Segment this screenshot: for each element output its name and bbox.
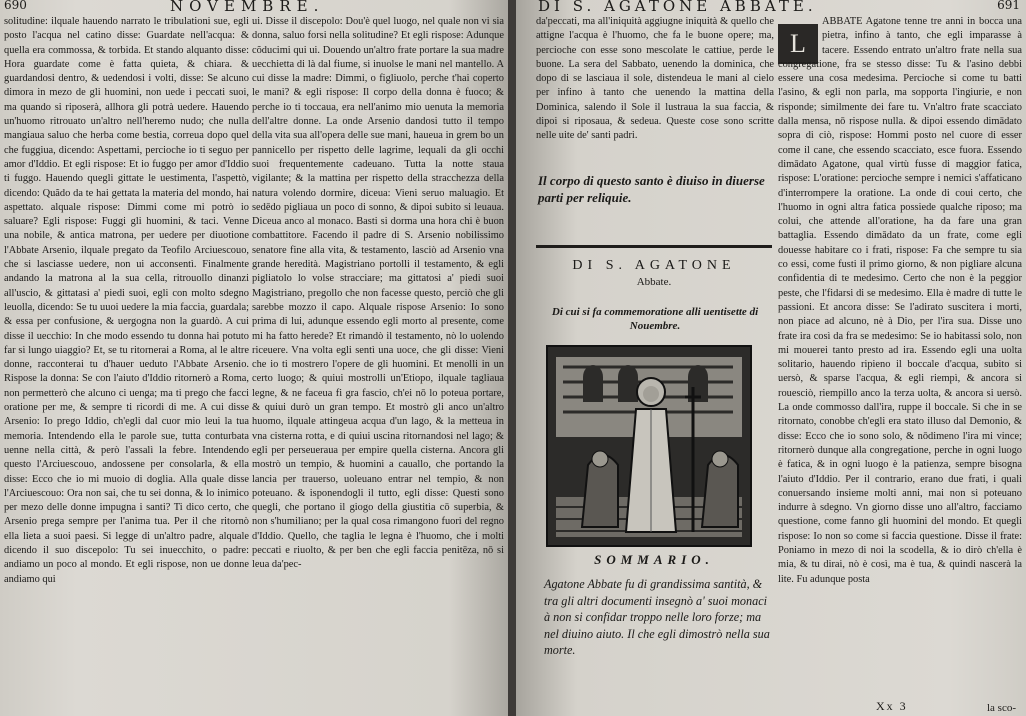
drop-cap-space <box>778 15 822 57</box>
right-column-2 <box>778 15 1022 587</box>
saint-subtitle: Abbate. <box>636 276 672 288</box>
right-column-1-text: da'peccati, ma all'iniquità aggiugne iniquità & quello che attigne l'acqua è l'huomo, che fa le buone opere; ma, percioche con esse sono mescolate le cattiue, perde le buone. La sera del Sabbato, uenendo la dominica, che dopo di se lasciaua il sole, distendeua le mani al cielo per infino à tanto che uenendo la mattina della Dominica, salendo il Sole il lustraua la sua faccia, & dipoi si riposaua, & sedeua. Queste cose sono scritte nelle uite de' santi padri. <box>536 16 774 142</box>
right-page-number: 691 <box>997 0 1020 12</box>
right-column-2-body: ABBATE Agatone tenne tre anni in bocca una pietra, infino à tanto, che egli imparasse à tacere. Essendo entrato un'altro frate nella sua congregatione, fra se stesso disse: Tu & l'asino debbi essere una cosa medesima. Percioche si come tu batti l'asino, & egli non parla, ma sopporta l'ingiurie, e non risponde; similmente dei fare tu. Vn'altro frate scacciato dalla mensa, nō rispose nulla. & dipoi essendo dimādato sopra di ciò, rispose: Hommi posto nel cuore di esser come il cane, che essendo scacciato, esce fuora. Essendo dimādato Agatone, qual virtù fusse di maggior fatica, rispose: L'oratione: percioche sempre i nemici s'affaticano d'interrompere la oratione. La onde di coui certo, che l'huomo in ogni altra fatica possiede qualche riposo; ma colui, che attende all'oratione, ha da fare una gran battaglia. Essendo dimādato da un frate, come egli douesse habitare co i frati, rispose: Fa che sempre tu sia co essi, come fusti il primo giorno, & non pigliare alcuna confidentia di te medesimo. Certo che non è la peggior peste, che l'fidarsi di se medesimo. Ella è madre di tutte le passioni. Et ancora disse: Se l'adirato suscitera i morti, non piace ad alcuno, nè à Dio, per l'ira sua. Disse uno frate ira così da fra se medesimo: Se io habitassi solo, non mi mouerei tanto presto ad ira. Essendo egli una uolta solitario, hauendo ripieno il boccale d'acqua, subito si uersò, & sparse l'acqua, & egli riempì, & ancora si rouesciò, riempillo anco la terza uolta, & ancora si uersò. La onde commosso dall'ira, ruppe il boccale. Si che in se ritornato, conobbe ch'egli era stato illuso dal Demonio, & disse: Ecco che io sono solo, & nōdimeno l'ira mi vince; ritornerò dunque alla congregatione, perche in ogni luogo è fatica, & in ogni luogo è la patienza, sempre bisogna l'aiuto d'Iddio. Per il contrario, erano due frati, i quali conuersando insieme molti anni, mai non si poteuano indurre à sdegno. Vn giorno disse uno all'altro, facciamo questione, come fanno gli huomini del mondo. Et quegli rispose: Io non so come si faccia questione. Disse il frate: Poniamo in mezo di noi la scodella, & io dirò ch'ella è mia, & tu dirai, nò è così, ma è tua, & quindi nascerà la lite. Fu adunque posta <box>778 16 1022 585</box>
woodcut-saint-icon <box>548 347 750 545</box>
right-page <box>516 0 1026 716</box>
right-running-head <box>516 0 1026 16</box>
relic-note: Il corpo di questo santo è diuiso in diuerse parti per reliquie. <box>538 173 765 205</box>
catchword: la sco- <box>986 702 1016 714</box>
saint-title: DI S. AGATONE <box>572 258 736 273</box>
right-column-1 <box>536 15 774 142</box>
left-running-head <box>0 0 510 16</box>
left-column-2-text: ui. Disse il discepolo: Dou'è quel luogo, nel quale non vi sia donna, saluo forsi nella solitudine? Et egli rispose: Adunque cõducimi qui ui. Douendo un'altro frate portare la sua madre uecchietta di là dal fiume, si inuolse le mani nel mantello. A cui disse la madre: Dimmi, o figliuolo, perche t'hai coperto le mani? & egli rispose: Il corpo della donna è fuoco; & perche io ti toccaua, era nell'animo mio uenuta la memoria dell'altre donne. La onde Arsenio dandosi tutto il tempo della vita sua all'opera delle sue mani, haueua in grem bo un pannicello per rispetto delle lagrime, lequali da gli occhi suoi frequentemente cadeuano. Tutta la notte staua vigilante; & la mattina per rispetto della stracchezza della natura volendo dormire, diceua: Vieni seruo maluagio. Et sedēdo pigliaua un poco di sonno, & dipoi subito si leuaua. Diceua anco al monaco. Basti si dorma una hora chi è buon combattitore. Facendo il padre di S. Arsenio nobilissimo senatore fine alla vita, & testamento, lasciò ad Arsenio vna grande heredità. Magistriano portolli il testamento, & egli pigliatolo lo volse stracciare; ma gittatosi a' piedi suoi Magistriano, pregollo che non facesse questo, perciò che gli sarebbe mozzo il capo. Alquale rispose Arsenio: Io sono prima di lui, adunque essendo egli morto al presente, come mi ha fatto herede? Et rimandò il testamento, nò lo uolendo riceuere. Vna volta egli sentì una uoce, che gli disse: Vieni che io ti mostrero l'opere de gli huomini. Et menolli in un certo luogo; & quiui mostrolli un'Etiopo, ilquale tagliaua legne, & ne faceua fi gra fascio, ch'ei nō lo poteua portare, & quiui durò un gran tempo. Et mostrò gli anco un'altro huomo, ilquale attingeua acqua d'un lago, & la metteua in vna cisterna rotta, e di quiui uscina ritornandosi nel lago; & egli per perseueraua per empire quella cisterna. Ancora gli mostrò un tempio, & huomini a cauallo, che portando la lancia per trauerso, uoleuano entrar nel tempio, & non poteuano. & isponendogli il tutto, egli disse: Questi sono quegli, che portano il giogo della giustitia cō superbia, & non s'humiliano; per la qual cosa rimangono fuori del regno d'Iddio. Quello, che taglia le legna è l'huomo, che i molti peccati e riuolto, & per ben che egli faccia penitēza, nō si leua da'pec- <box>252 16 504 571</box>
drop-cap: L <box>778 24 818 64</box>
woodcut-illustration <box>546 345 752 547</box>
left-column-1 <box>4 15 249 587</box>
section-rule <box>536 245 772 248</box>
left-page <box>0 0 510 716</box>
sommario-heading: SOMMARIO. <box>594 552 714 567</box>
left-column-1-text: solitudine: ilquale hauendo narrato le tribulationi sue, egli posto l'acqua nel catino disse: Guardate nell'acqua: & quella era commossa, & torbida. Et stando alquanto disse: Hora guardate come è fatta quieta, & chiara. & guardandosi dentro, & uedendosi i volti, disse: Se alcuno dimora in mezo de gli huomini, non uede i peccati suoi, ma quando si riposerà, allhora gli potrà uedere. Hauendo un'huomo ritrouato un'altro nell'heremo nudo; che nulla mangiaua saluo che herba come bestia, correua dopo quel che fuggiua, dicendo: Aspettami, percioche io ti seguo per amor d'Iddio. Et egli rispose: Et io fuggo per amor d'Iddio ti fuggo. Hauendo quegli gittate le uestimenta, l'aspettò, dicendo: Quãdo da te hai gettata la materia del mondo, hai aspettato. alquale rispose: Dimmi come mi potrò io saluare? Egli rispose: Fuggi gli huomini, & taci. Venne una nobile, & antica matrona, per uedere per diuotione l'Abbate Arsenio, ilquale pregato da Teofilo Arciuescouo, che si lasciasse uedere, non ui acconsentì. Finalmente andando la matrona al la sua cella, ritrouollo dinanzi all'uscio, & gittatasi a' piedi suoi, egli con molto sdegno leuolla, dicendo: Se tu uuoi uedere la mia faccia, guardala; & essa per confusione, & uergogna non la guardò. A cui disse il uecchio: In che modo essendo tu donna hai potuto far si lungo uiaggio? Et, se tu ritornerai a Roma, al le altre donne, racconterai tu d'hauer ueduto l'Abbate Arsenio. Rispose la donna: Se con l'aiuto d'Iddio ritornerò a Roma, non permetterò che alcuno ci uenga; ma ti prego che facci oratione per me, & sempre ti ricordi di me. A cui disse Arsenio: Io prego Iddio, ch'egli dal cuor mio leui la tua memoria. Intendendo ella le parole sue, tutta conturbata uenne nella città, & però l'assalì la febre. Intendendo questo l'Arciuescouo, andossene per consolarla, & ella disse: Ecco che io mi muoio di doglia. Alla quale disse l'Arciuescouo: Ora non sai, che tu sei donna, & lo inimico per mezo delle donne impugna i santi? Ti dico certo, che Arsenio prega sempre per l'anima tua. Per il che ritornò ella lieta a suoi paesi. Si legge di un'altro padre, alquale dicendo il suo discepolo: Tu sei inuecchito, o padre: andiamo un poco al mondo. Et egli rispose, non ue donne andiamo qui <box>4 16 249 585</box>
signature-mark: Xx 3 <box>876 699 908 713</box>
right-running-head-text: DI S. AGATONE ABBATE. <box>538 0 817 15</box>
left-running-head-text: NOVEMBRE. <box>170 0 325 15</box>
left-page-number: 690 <box>4 0 27 12</box>
sommario-text: Agatone Abbate fu di grandissima santità, & tra gli altri documenti insegnò a' suoi monaci à non si confidar troppo nelle loro forze; ma nel diuino aiuto. Il che egli dimostrò nella sua morte. <box>544 577 770 657</box>
commemoration-note: Di cui si fa commemoratione alli uentisette di Nouembre. <box>551 306 759 332</box>
right-column-2-text <box>778 15 1022 587</box>
left-column-2 <box>252 15 504 573</box>
